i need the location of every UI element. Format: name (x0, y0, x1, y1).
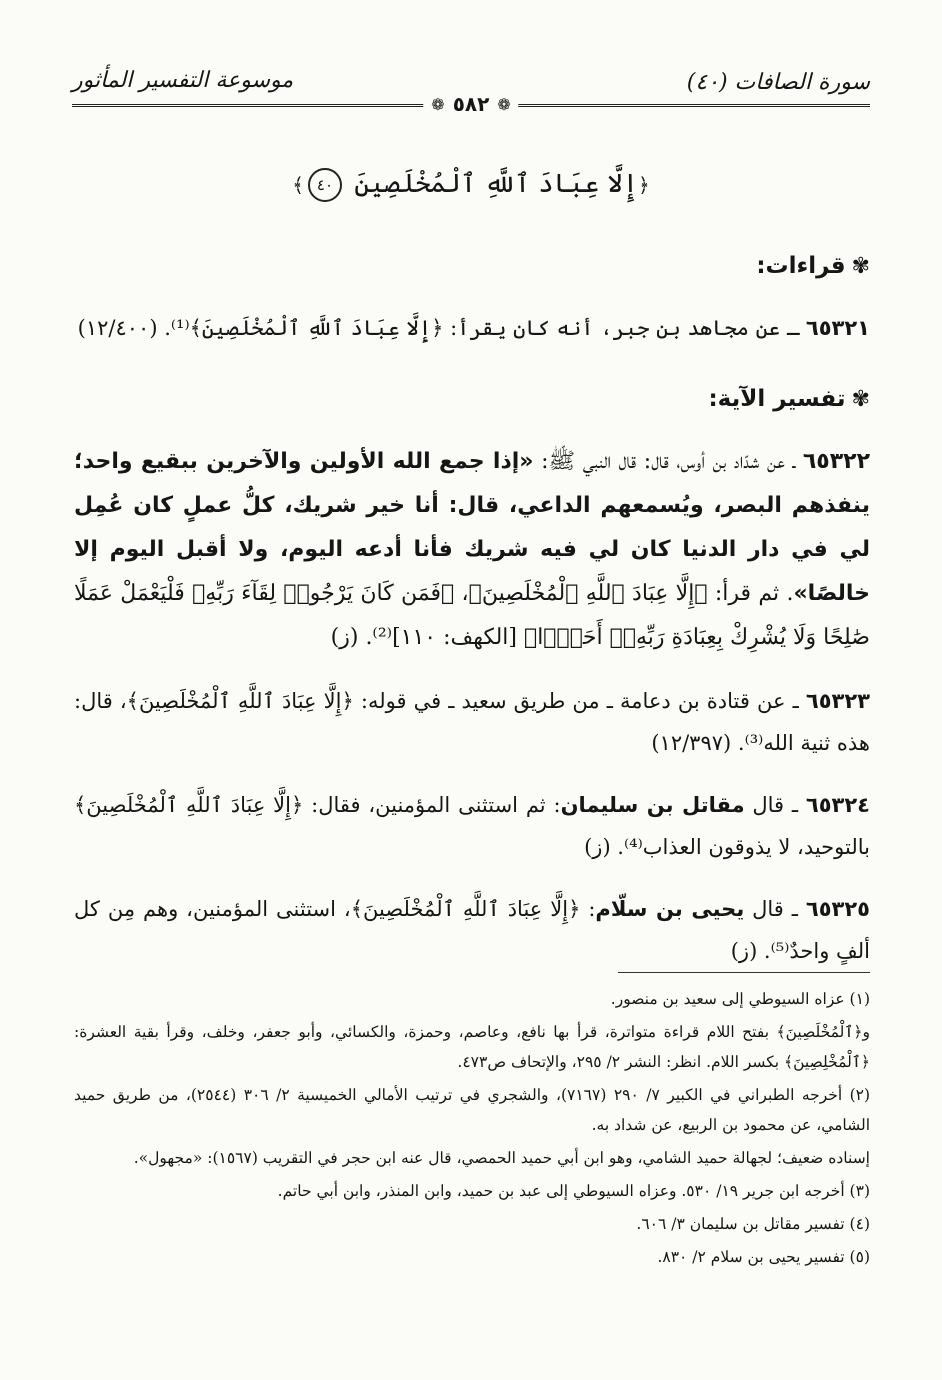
narration-text: ـ عن شدّاد بن أوس، قال: قال النبي ﷺ: (533, 449, 803, 474)
footnote: إسناده ضعيف؛ لجهالة حميد الشامي، وهو ابن أبي حميد الحمصي، قال عنه ابن حجر في التقريب (١٥٦٧): «مجهول». (133, 1149, 870, 1167)
surah-header: سورة الصافات (٤٠) (686, 70, 870, 95)
book-title-header: موسوعة التفسير المأثور (72, 68, 294, 93)
verse-text: إِلَّا عِبَادَ ٱللَّهِ ٱلْمُخْلَصِينَ (354, 169, 639, 199)
footnote: (٣) أخرجه ابن جرير ١٩/ ٥٣٠. وعزاه السيوطي إلى عبد بن حميد، وابن المنذر، وابن أبي حاتم. (277, 1182, 870, 1200)
narration-text: . ثم قرأ: ﴿إِلَّا عِبَادَ ٱللَّهِ ٱلْمُخْلَصِينَ﴾، ﴿فَمَن كَانَ يَرْجُوا۟ لِقَآءَ رَبِّهِۦ فَلْيَعْمَلْ عَمَلًا صَٰلِحًا وَلَا يُشْرِكْ بِعِبَادَةِ رَبِّهِۦٓ أَحَدًۢا﴾ [الكهف: ١١٠]⁽²⁾. (ز) (74, 581, 870, 650)
footnote: (٤) تفسير مقاتل بن سليمان ٣/ ٦٠٦. (636, 1215, 870, 1233)
section-heading-tafsir (74, 379, 870, 420)
narration-text: ـ عن قتادة بن دعامة ـ من طريق سعيد ـ في قوله: ﴿إِلَّا عِبَادَ ٱللَّهِ ٱلْمُخْلَصِينَ﴾، قال: هذه ثنية الله⁽³⁾. (١٢/٣٩٧) (74, 689, 870, 755)
narration-number: ٦٥٣٢٥ (805, 897, 870, 921)
narration-text: : ثم استثنى المؤمنين، فقال: ﴿إِلَّا عِبَادَ ٱللَّهِ ٱلْمُخْلَصِينَ﴾ بالتوحيد، لا يذوقون العذاب⁽⁴⁾. (ز) (74, 793, 870, 859)
narration-text: ـ قال (744, 897, 806, 921)
narrator-name: يحيى بن سلّام (595, 897, 745, 921)
hadith-text: «إذا جمع الله الأولين والآخرين ببقيع واحد؛ ينفذهم البصر، ويُسمعهم الداعي، قال: أنا خير شريك، كلُّ عملٍ كان عُمِل لي في دار الدنيا كان لي فيه شريك فأنا أدعه اليوم، ولا أقبل اليوم إلا خالصًا» (74, 449, 870, 606)
narration-text: ـ قال (744, 793, 806, 817)
footnote: (٢) أخرجه الطبراني في الكبير ٧/ ٢٩٠ (٧١٦٧)، والشجري في ترتيب الأمالي الخميسية ٢/ ٣٠٦ (٢٥٤٤)، من طريق حميد الشامي، عن محمود بن الربيع، عن شداد به. (74, 1086, 871, 1134)
quran-bracket-open: ﴿ (638, 173, 650, 197)
main-text (74, 246, 870, 992)
narration-number: ٦٥٣٢٢ (802, 449, 870, 474)
flower-icon: ✾ (851, 254, 870, 279)
section-title: قراءات: (756, 253, 846, 279)
narration-text: : ﴿إِلَّا عِبَادَ ٱللَّهِ ٱلْمُخْلَصِينَ﴾، استثنى المؤمنين، وهم مِن كل ألفٍ واحدٌ⁽⁵⁾. (ز) (74, 897, 870, 963)
narration-paragraph (74, 888, 870, 972)
narration-number: ٦٥٣٢٤ (805, 793, 870, 817)
page-number-value: ٥٨٢ (452, 92, 490, 116)
footnote: (١) عزاه السيوطي إلى سعيد بن منصور. (610, 990, 870, 1008)
footnote: و﴿ٱلْمُخْلَصِينَ﴾ بفتح اللام قراءة متواترة، قرأ بها نافع، وعاصم، وحمزة، والكسائي، وأبو جعفر، وخلف، وقرأ بقية العشرة: ﴿ٱلْمُخْلِصِينَ﴾ بكسر اللام. انظر: النشر ٢/ ٢٩٥، والإتحاف ص٤٧٣. (74, 1023, 870, 1071)
footnote-separator (618, 972, 870, 973)
narrator-name: مقاتل بن سليمان (560, 793, 745, 817)
ornament-icon: ❁ (431, 94, 445, 114)
ornament-icon: ❁ (497, 94, 511, 114)
narration-number: ٦٥٣٢١ (805, 316, 870, 340)
footnotes (74, 984, 870, 1275)
footnote: (٥) تفسير يحيى بن سلام ٢/ ٨٣٠. (657, 1248, 870, 1266)
quran-bracket-close: ﴾ (292, 173, 304, 197)
page-number (423, 92, 518, 116)
flower-icon: ✾ (851, 387, 870, 412)
ayah-number-badge: ٤٠ (308, 168, 342, 202)
section-heading-qiraat (74, 246, 870, 287)
narration-paragraph (74, 784, 870, 868)
verse-heading (0, 168, 942, 202)
narration-paragraph (74, 307, 870, 349)
narration-paragraph (74, 440, 870, 660)
narration-paragraph (74, 680, 870, 764)
narration-text: ـ عن مجاهد بن جبر، أنه كان يقرأ: ﴿إِلَّا عِبَادَ ٱللَّهِ ٱلْمُخْلَصِينَ﴾⁽¹⁾. (١٢/٤٠٠) (77, 316, 806, 340)
section-title: تفسير الآية: (708, 386, 846, 412)
narration-number: ٦٥٣٢٣ (805, 689, 870, 713)
